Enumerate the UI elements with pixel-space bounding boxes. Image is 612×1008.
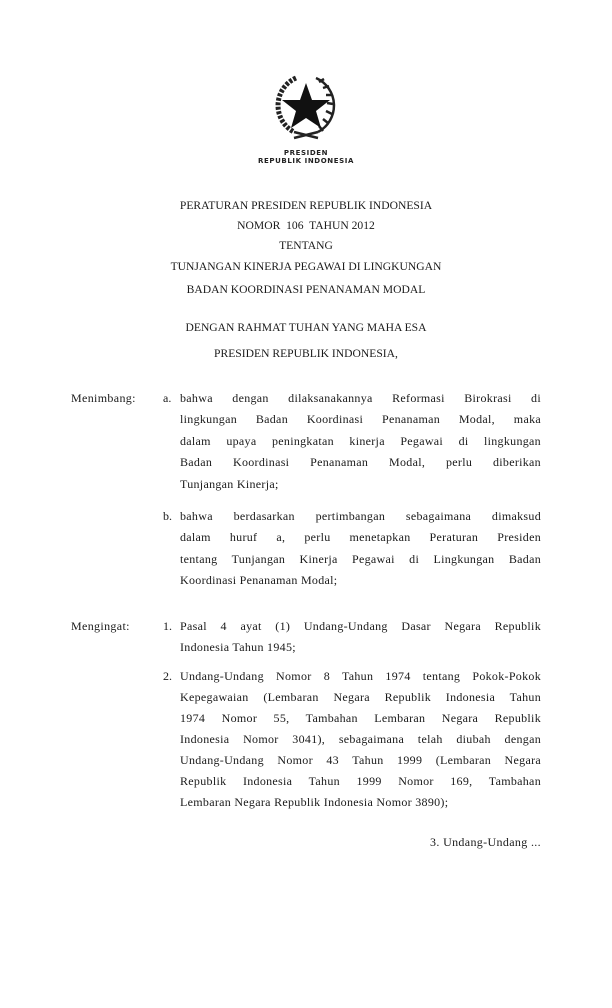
title-tentang: TENTANG <box>279 239 333 252</box>
title-line-1: PERATURAN PRESIDEN REPUBLIK INDONESIA <box>179 199 433 212</box>
item-marker: b. <box>163 509 172 523</box>
item-marker: 2. <box>163 669 172 683</box>
text-line: Indonesia Tahun 1945; <box>180 640 296 654</box>
text-line: Kepegawaian (Lembaran Negara Republik Indonesia Tahun <box>180 690 541 704</box>
text-line: Koordinasi Penanaman Modal; <box>180 573 338 587</box>
emblem-text-republik-indonesia: REPUBLIK INDONESIA <box>258 157 354 165</box>
text-line: Badan Koordinasi Penanaman Modal, perlu diberikan <box>180 455 541 469</box>
text-line: bahwa dengan dilaksanakannya Reformasi Birokrasi di <box>180 391 541 405</box>
item-marker: 1. <box>163 619 172 633</box>
mengingat-label: Mengingat: <box>71 619 130 633</box>
presidential-emblem-icon <box>266 72 346 144</box>
preamble-presiden: PRESIDEN REPUBLIK INDONESIA, <box>214 347 398 360</box>
emblem-text-presiden: PRESIDEN <box>283 149 329 157</box>
title-number: NOMOR 106 TAHUN 2012 <box>237 219 375 232</box>
text-line: dalam huruf a, perlu menetapkan Peraturan Presiden <box>180 530 541 544</box>
title-subject-2: BADAN KOORDINASI PENANAMAN MODAL <box>186 283 426 296</box>
title-subject-1: TUNJANGAN KINERJA PEGAWAI DI LINGKUNGAN <box>170 260 442 273</box>
text-line: dalam upaya peningkatan kinerja Pegawai di lingkungan <box>180 434 541 448</box>
page-continuation: 3. Undang-Undang ... <box>430 835 541 849</box>
text-line: Undang-Undang Nomor 8 Tahun 1974 tentang Pokok-Pokok <box>180 669 541 683</box>
text-line: Pasal 4 ayat (1) Undang-Undang Dasar Negara Republik <box>180 619 541 633</box>
text-line: 1974 Nomor 55, Tambahan Lembaran Negara Republik <box>180 711 541 725</box>
text-line: Tunjangan Kinerja; <box>180 477 279 491</box>
text-line: bahwa berdasarkan pertimbangan sebagaimana dimaksud <box>180 509 541 523</box>
text-line: Lembaran Negara Republik Indonesia Nomor 3890); <box>180 795 449 809</box>
text-line: Indonesia Nomor 3041), sebagaimana telah diubah dengan <box>180 732 541 746</box>
text-line: Undang-Undang Nomor 43 Tahun 1999 (Lembaran Negara <box>180 753 541 767</box>
menimbang-label: Menimbang: <box>71 391 136 405</box>
preamble-dengan-rahmat: DENGAN RAHMAT TUHAN YANG MAHA ESA <box>185 321 427 334</box>
text-line: lingkungan Badan Koordinasi Penanaman Modal, maka <box>180 412 541 426</box>
text-line: tentang Tunjangan Kinerja Pegawai di Lingkungan Badan <box>180 552 541 566</box>
text-line: Republik Indonesia Tahun 1999 Nomor 169, Tambahan <box>180 774 541 788</box>
item-marker: a. <box>163 391 172 405</box>
